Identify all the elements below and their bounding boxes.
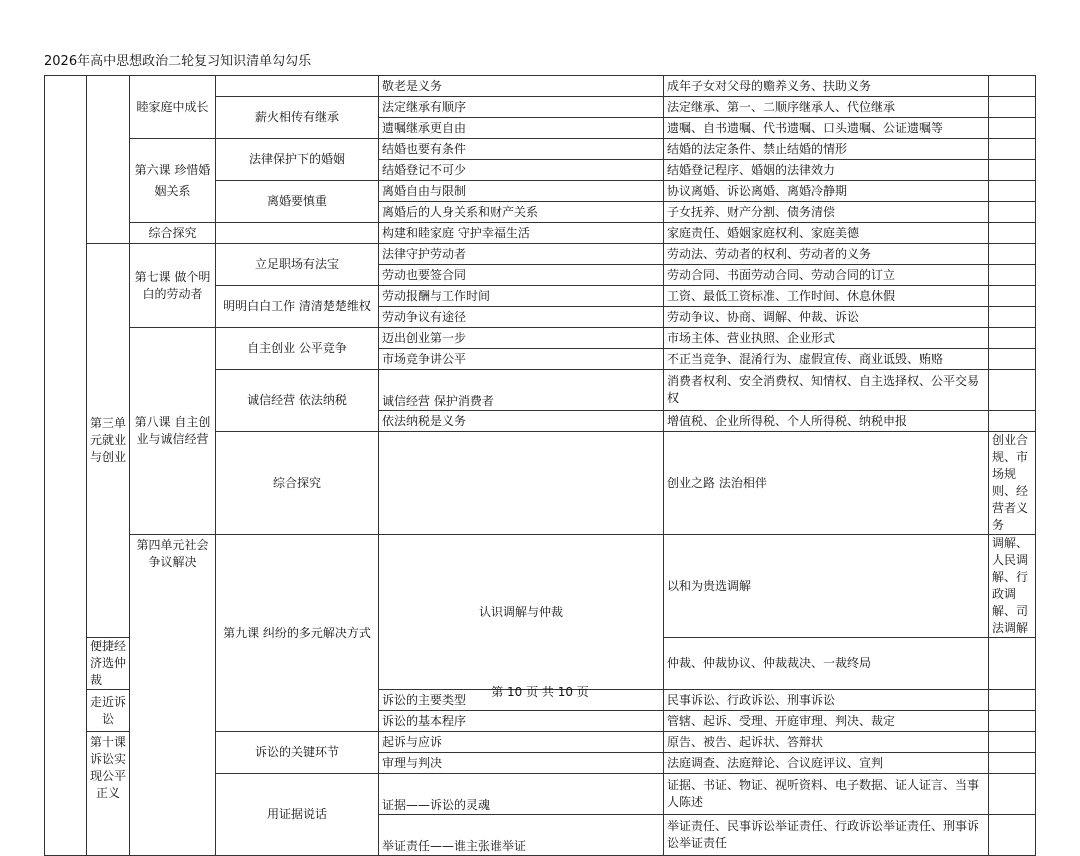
check-cell — [989, 118, 1036, 139]
points-cell: 法定继承、第一、二顺序继承人、代位继承 — [664, 97, 989, 118]
check-cell — [989, 265, 1036, 286]
frame-cell: 立足职场有法宝 — [216, 244, 379, 286]
frame-cell: 自主创业 公平竞争 — [216, 328, 379, 370]
check-cell — [989, 711, 1036, 732]
points-cell: 增值税、企业所得税、个人所得税、纳税申报 — [664, 411, 989, 432]
points-cell: 成年子女对父母的赡养义务、扶助义务 — [664, 76, 989, 97]
lesson-cell: 第九课 纠纷的多元解决方式 — [216, 535, 379, 732]
frame-cell: 法律保护下的婚姻 — [216, 139, 379, 181]
page-footer: 第 10 页 共 10 页 — [491, 685, 589, 699]
lesson-cell: 第八课 自主创业与诚信经营 — [130, 328, 216, 535]
frame-cell: 离婚要慎重 — [216, 181, 379, 223]
check-cell — [989, 202, 1036, 223]
points-cell: 管辖、起诉、受理、开庭审理、判决、裁定 — [664, 711, 989, 732]
points-cell: 消费者权利、安全消费权、知情权、自主选择权、公平交易权 — [664, 370, 989, 411]
points-cell: 劳动争议、协商、调解、仲裁、诉讼 — [664, 307, 989, 328]
check-cell — [989, 139, 1036, 160]
points-cell: 协议离婚、诉讼离婚、离婚冷静期 — [664, 181, 989, 202]
points-cell: 调解、人民调解、行政调解、司法调解 — [989, 535, 1036, 638]
check-cell — [989, 732, 1036, 753]
points-cell: 不正当竞争、混淆行为、虚假宣传、商业诋毁、贿赂 — [664, 349, 989, 370]
check-cell — [989, 286, 1036, 307]
page-header: 2026年高中思想政治二轮复习知识清单勾勾乐 — [44, 54, 312, 69]
topic-cell: 结婚登记不可少 — [379, 160, 664, 181]
check-cell — [989, 638, 1036, 690]
topic-cell: 遗嘱继承更自由 — [379, 118, 664, 139]
topic-cell: 构建和睦家庭 守护幸福生活 — [379, 223, 664, 244]
topic-cell: 离婚自由与限制 — [379, 181, 664, 202]
frame-cell: 认识调解与仲裁 — [379, 535, 664, 690]
knowledge-table — [44, 75, 1036, 856]
check-cell — [989, 328, 1036, 349]
points-cell: 民事诉讼、行政诉讼、刑事诉讼 — [664, 690, 989, 711]
topic-cell: 举证责任——谁主张谁举证 — [379, 815, 664, 856]
points-cell: 劳动合同、书面劳动合同、劳动合同的订立 — [664, 265, 989, 286]
check-cell — [989, 774, 1036, 815]
module-cell — [45, 76, 87, 856]
points-cell: 遗嘱、自书遗嘱、代书遗嘱、口头遗嘱、公证遗嘱等 — [664, 118, 989, 139]
frame-cell — [216, 76, 379, 97]
frame-cell: 诚信经营 依法纳税 — [216, 370, 379, 432]
points-cell: 证据、书证、物证、视听资料、电子数据、证人证言、当事人陈述 — [664, 774, 989, 815]
check-cell — [989, 223, 1036, 244]
points-cell: 原告、被告、起诉状、答辩状 — [664, 732, 989, 753]
check-cell — [989, 815, 1036, 856]
topic-cell: 以和为贵选调解 — [664, 535, 989, 638]
points-cell: 工资、最低工资标准、工作时间、休息休假 — [664, 286, 989, 307]
topic-cell: 法律守护劳动者 — [379, 244, 664, 265]
topic-cell: 审理与判决 — [379, 753, 664, 774]
topic-cell: 法定继承有顺序 — [379, 97, 664, 118]
check-cell — [989, 76, 1036, 97]
points-cell: 子女抚养、财产分割、债务清偿 — [664, 202, 989, 223]
topic-cell: 诉讼的主要类型 — [379, 690, 664, 711]
frame-cell — [216, 223, 379, 244]
topic-cell: 诉讼的基本程序 — [379, 711, 664, 732]
lesson-cell: 睦家庭中成长 — [130, 76, 216, 139]
topic-cell: 劳动报酬与工作时间 — [379, 286, 664, 307]
topic-cell: 诚信经营 保护消费者 — [379, 370, 664, 411]
topic-cell: 敬老是义务 — [379, 76, 664, 97]
topic-cell: 证据——诉讼的灵魂 — [379, 774, 664, 815]
check-cell — [989, 753, 1036, 774]
unit-cell: 第四单元社会争议解决 — [130, 535, 216, 856]
points-cell: 结婚的法定条件、禁止结婚的情形 — [664, 139, 989, 160]
lesson-cell: 综合探究 — [130, 223, 216, 244]
frame-cell: 诉讼的关键环节 — [216, 732, 379, 774]
points-cell: 法庭调查、法庭辩论、合议庭评议、宣判 — [664, 753, 989, 774]
frame-cell — [379, 432, 664, 535]
topic-cell: 离婚后的人身关系和财产关系 — [379, 202, 664, 223]
lesson-cell: 第十课 诉讼实现公平正义 — [87, 732, 130, 856]
check-cell — [989, 411, 1036, 432]
check-cell — [989, 97, 1036, 118]
check-cell — [989, 244, 1036, 265]
check-cell — [989, 160, 1036, 181]
check-cell — [989, 307, 1036, 328]
points-cell: 家庭责任、婚姻家庭权利、家庭美德 — [664, 223, 989, 244]
topic-cell: 迈出创业第一步 — [379, 328, 664, 349]
topic-cell: 劳动争议有途径 — [379, 307, 664, 328]
frame-cell: 明明白白工作 清清楚楚维权 — [216, 286, 379, 328]
topic-cell: 劳动也要签合同 — [379, 265, 664, 286]
frame-cell: 薪火相传有继承 — [216, 97, 379, 139]
unit-cell: 第三单元就业与创业 — [87, 244, 130, 638]
points-cell: 市场主体、营业执照、企业形式 — [664, 328, 989, 349]
check-cell — [989, 349, 1036, 370]
points-cell: 仲裁、仲裁协议、仲裁裁决、一裁终局 — [664, 638, 989, 690]
points-cell: 创业合规、市场规则、经营者义务 — [989, 432, 1036, 535]
topic-cell: 便捷经济选仲裁 — [87, 638, 130, 690]
check-cell — [989, 181, 1036, 202]
check-cell — [989, 370, 1036, 411]
topic-cell: 创业之路 法治相伴 — [664, 432, 989, 535]
points-cell: 举证责任、民事诉讼举证责任、行政诉讼举证责任、刑事诉讼举证责任 — [664, 815, 989, 856]
lesson-cell: 第七课 做个明白的劳动者 — [130, 244, 216, 328]
frame-cell: 走近诉讼 — [87, 690, 130, 732]
topic-cell: 起诉与应诉 — [379, 732, 664, 753]
frame-cell: 用证据说话 — [216, 774, 379, 856]
lesson-cell: 综合探究 — [216, 432, 379, 535]
topic-cell: 市场竞争讲公平 — [379, 349, 664, 370]
topic-cell: 依法纳税是义务 — [379, 411, 664, 432]
points-cell: 结婚登记程序、婚姻的法律效力 — [664, 160, 989, 181]
lesson-cell: 第六课 珍惜婚姻关系 — [130, 139, 216, 223]
points-cell: 劳动法、劳动者的权利、劳动者的义务 — [664, 244, 989, 265]
unit-cell — [87, 76, 130, 244]
topic-cell: 结婚也要有条件 — [379, 139, 664, 160]
